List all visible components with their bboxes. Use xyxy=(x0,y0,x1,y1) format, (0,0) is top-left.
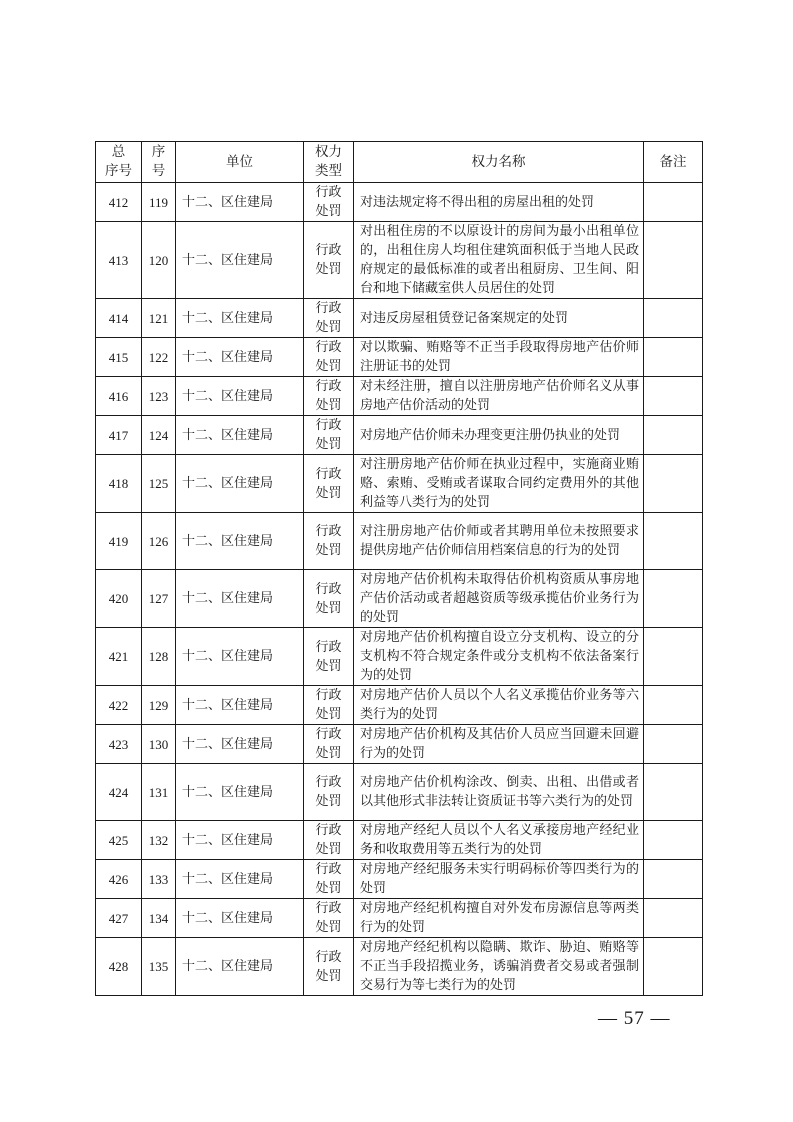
cell-power-type: 行政 处罚 xyxy=(304,513,354,570)
cell-total-no: 417 xyxy=(96,416,142,455)
cell-unit: 十二、区住建局 xyxy=(176,860,304,899)
header-power-type xyxy=(304,142,354,183)
cell-seq: 131 xyxy=(142,764,176,821)
cell-remarks xyxy=(644,222,703,299)
header-power-name xyxy=(354,142,644,183)
cell-seq: 120 xyxy=(142,222,176,299)
cell-power-type: 行政 处罚 xyxy=(304,222,354,299)
cell-unit: 十二、区住建局 xyxy=(176,513,304,570)
table-row xyxy=(96,686,703,725)
table-row xyxy=(96,938,703,996)
cell-seq: 124 xyxy=(142,416,176,455)
cell-power-name: 对违反房屋租赁登记备案规定的处罚 xyxy=(354,299,644,338)
cell-total-no: 420 xyxy=(96,570,142,628)
cell-remarks xyxy=(644,860,703,899)
table-row xyxy=(96,821,703,860)
cell-unit: 十二、区住建局 xyxy=(176,570,304,628)
cell-unit: 十二、区住建局 xyxy=(176,628,304,686)
cell-unit: 十二、区住建局 xyxy=(176,764,304,821)
cell-seq: 130 xyxy=(142,725,176,764)
cell-remarks xyxy=(644,513,703,570)
cell-unit: 十二、区住建局 xyxy=(176,821,304,860)
cell-power-type: 行政 处罚 xyxy=(304,628,354,686)
table-row xyxy=(96,899,703,938)
cell-remarks xyxy=(644,338,703,377)
cell-power-type: 行政 处罚 xyxy=(304,686,354,725)
cell-seq: 123 xyxy=(142,377,176,416)
cell-total-no: 425 xyxy=(96,821,142,860)
cell-total-no: 416 xyxy=(96,377,142,416)
cell-unit: 十二、区住建局 xyxy=(176,183,304,222)
cell-power-name: 对未经注册，擅自以注册房地产估价师名义从事房地产估价活动的处罚 xyxy=(354,377,644,416)
header-power-type-label: 权力 类型 xyxy=(315,144,342,179)
cell-power-name: 对房地产估价机构涂改、倒卖、出租、出借或者以其他形式非法转让资质证书等六类行为的处罚 xyxy=(354,764,644,821)
cell-power-type: 行政 处罚 xyxy=(304,299,354,338)
cell-unit: 十二、区住建局 xyxy=(176,377,304,416)
header-remarks-label: 备注 xyxy=(659,153,687,170)
cell-power-name: 对违法规定将不得出租的房屋出租的处罚 xyxy=(354,183,644,222)
cell-unit: 十二、区住建局 xyxy=(176,686,304,725)
header-power-name-label: 权力名称 xyxy=(471,153,526,170)
cell-total-no: 428 xyxy=(96,938,142,996)
cell-seq: 121 xyxy=(142,299,176,338)
cell-remarks xyxy=(644,686,703,725)
cell-power-type: 行政 处罚 xyxy=(304,570,354,628)
cell-seq: 127 xyxy=(142,570,176,628)
cell-power-name: 对房地产经纪服务未实行明码标价等四类行为的处罚 xyxy=(354,860,644,899)
cell-power-name: 对房地产经纪机构以隐瞒、欺诈、胁迫、贿赂等不正当手段招揽业务，诱骗消费者交易或者强制交易行为等七类行为的处罚 xyxy=(354,938,644,996)
table-row xyxy=(96,183,703,222)
cell-power-type: 行政 处罚 xyxy=(304,860,354,899)
cell-seq: 128 xyxy=(142,628,176,686)
header-seq-label: 序 号 xyxy=(151,144,166,179)
power-list-table xyxy=(95,141,703,996)
cell-seq: 129 xyxy=(142,686,176,725)
table-body xyxy=(96,183,703,996)
cell-remarks xyxy=(644,299,703,338)
table-row xyxy=(96,570,703,628)
cell-power-type: 行政 处罚 xyxy=(304,455,354,513)
cell-unit: 十二、区住建局 xyxy=(176,938,304,996)
cell-power-type: 行政 处罚 xyxy=(304,377,354,416)
header-seq xyxy=(142,142,176,183)
cell-power-type: 行政 处罚 xyxy=(304,725,354,764)
cell-seq: 125 xyxy=(142,455,176,513)
cell-power-name: 对房地产估价机构未取得估价机构资质从事房地产估价活动或者超越资质等级承揽估价业务行为的处罚 xyxy=(354,570,644,628)
cell-power-type: 行政 处罚 xyxy=(304,821,354,860)
table-row xyxy=(96,222,703,299)
cell-remarks xyxy=(644,570,703,628)
cell-total-no: 414 xyxy=(96,299,142,338)
table-row xyxy=(96,860,703,899)
cell-remarks xyxy=(644,899,703,938)
cell-total-no: 427 xyxy=(96,899,142,938)
header-total-no xyxy=(96,142,142,183)
cell-power-name: 对房地产估价人员以个人名义承揽估价业务等六类行为的处罚 xyxy=(354,686,644,725)
cell-power-name: 对出租住房的不以原设计的房间为最小出租单位的，出租住房人均租住建筑面积低于当地人民政府规定的最低标准的或者出租厨房、卫生间、阳台和地下储藏室供人员居住的处罚 xyxy=(354,222,644,299)
cell-total-no: 413 xyxy=(96,222,142,299)
table-row xyxy=(96,377,703,416)
cell-power-type: 行政 处罚 xyxy=(304,899,354,938)
cell-seq: 134 xyxy=(142,899,176,938)
cell-unit: 十二、区住建局 xyxy=(176,725,304,764)
cell-total-no: 418 xyxy=(96,455,142,513)
cell-remarks xyxy=(644,821,703,860)
page-number: — 57 — xyxy=(598,1008,671,1029)
cell-power-type: 行政 处罚 xyxy=(304,764,354,821)
cell-unit: 十二、区住建局 xyxy=(176,455,304,513)
table-row xyxy=(96,513,703,570)
table-row xyxy=(96,338,703,377)
cell-unit: 十二、区住建局 xyxy=(176,338,304,377)
cell-seq: 133 xyxy=(142,860,176,899)
cell-seq: 122 xyxy=(142,338,176,377)
cell-total-no: 423 xyxy=(96,725,142,764)
cell-unit: 十二、区住建局 xyxy=(176,899,304,938)
table-row xyxy=(96,764,703,821)
cell-seq: 119 xyxy=(142,183,176,222)
cell-seq: 135 xyxy=(142,938,176,996)
header-row xyxy=(96,142,703,183)
cell-remarks xyxy=(644,725,703,764)
cell-power-type: 行政 处罚 xyxy=(304,938,354,996)
cell-power-name: 对房地产经纪人员以个人名义承接房地产经纪业务和收取费用等五类行为的处罚 xyxy=(354,821,644,860)
table-row xyxy=(96,299,703,338)
cell-seq: 126 xyxy=(142,513,176,570)
cell-total-no: 426 xyxy=(96,860,142,899)
cell-power-name: 对以欺骗、贿赂等不正当手段取得房地产估价师注册证书的处罚 xyxy=(354,338,644,377)
cell-remarks xyxy=(644,938,703,996)
cell-power-type: 行政 处罚 xyxy=(304,183,354,222)
cell-remarks xyxy=(644,455,703,513)
cell-total-no: 415 xyxy=(96,338,142,377)
header-total-no-label: 总 序号 xyxy=(105,144,132,179)
cell-seq: 132 xyxy=(142,821,176,860)
header-unit xyxy=(176,142,304,183)
cell-remarks xyxy=(644,377,703,416)
cell-power-name: 对房地产估价机构及其估价人员应当回避未回避行为的处罚 xyxy=(354,725,644,764)
header-unit-label: 单位 xyxy=(226,153,253,170)
cell-unit: 十二、区住建局 xyxy=(176,416,304,455)
cell-total-no: 419 xyxy=(96,513,142,570)
cell-remarks xyxy=(644,764,703,821)
cell-power-name: 对房地产估价机构擅自设立分支机构、设立的分支机构不符合规定条件或分支机构不依法备案行为的处罚 xyxy=(354,628,644,686)
table-row xyxy=(96,725,703,764)
cell-total-no: 422 xyxy=(96,686,142,725)
cell-remarks xyxy=(644,628,703,686)
table-row xyxy=(96,416,703,455)
cell-remarks xyxy=(644,183,703,222)
cell-power-name: 对房地产估价师未办理变更注册仍执业的处罚 xyxy=(354,416,644,455)
table-row xyxy=(96,455,703,513)
cell-total-no: 424 xyxy=(96,764,142,821)
header-remarks xyxy=(644,142,703,183)
cell-total-no: 412 xyxy=(96,183,142,222)
cell-unit: 十二、区住建局 xyxy=(176,299,304,338)
cell-power-name: 对注册房地产估价师在执业过程中，实施商业贿赂、索贿、受贿或者谋取合同约定费用外的其他利益等八类行为的处罚 xyxy=(354,455,644,513)
cell-power-name: 对注册房地产估价师或者其聘用单位未按照要求提供房地产估价师信用档案信息的行为的处罚 xyxy=(354,513,644,570)
cell-power-type: 行政 处罚 xyxy=(304,338,354,377)
cell-power-type: 行政 处罚 xyxy=(304,416,354,455)
table-row xyxy=(96,628,703,686)
cell-total-no: 421 xyxy=(96,628,142,686)
cell-unit: 十二、区住建局 xyxy=(176,222,304,299)
cell-power-name: 对房地产经纪机构擅自对外发布房源信息等两类行为的处罚 xyxy=(354,899,644,938)
table-header xyxy=(96,142,703,183)
cell-remarks xyxy=(644,416,703,455)
